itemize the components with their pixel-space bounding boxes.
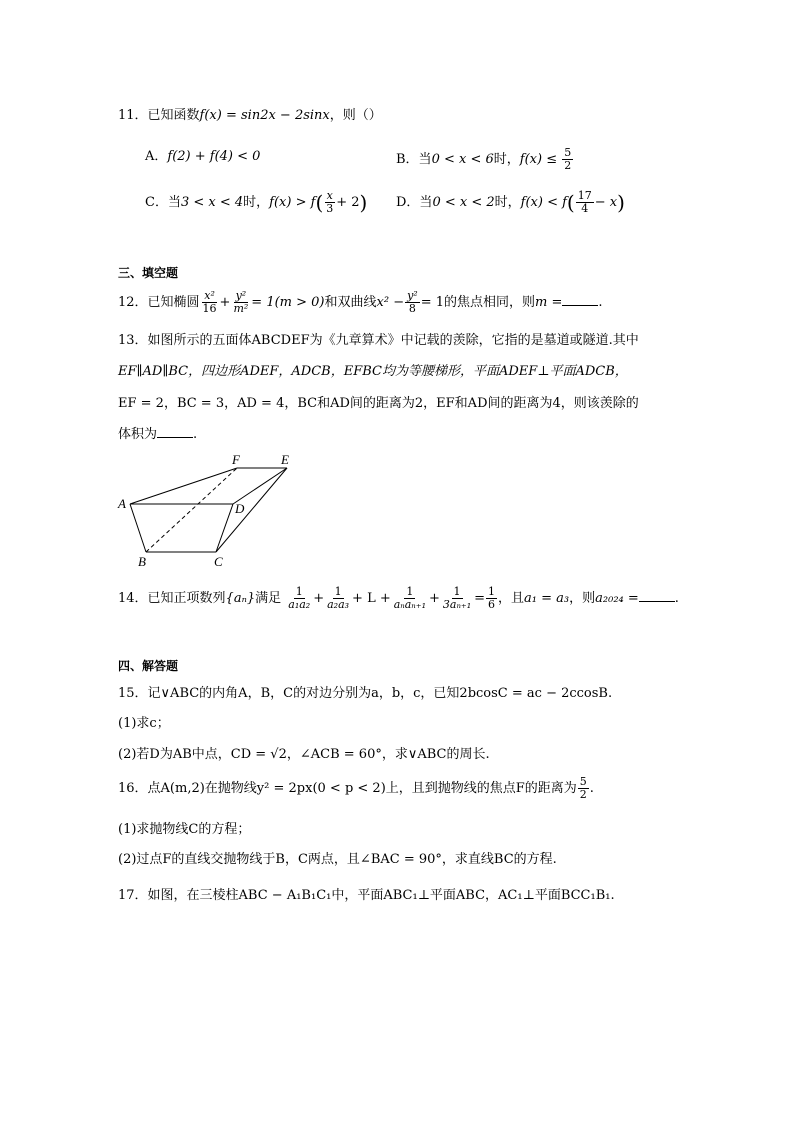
edge-ab (130, 504, 146, 552)
q13-line-3: EF = 2，BC = 3，AD = 4，BC和AD间的距离为2，EF和AD间的距离为4，则该羡除的 (118, 396, 639, 411)
q14: 14．已知正项数列{aₙ}满足 $\frac{1}{\text{a₁a₂}}$ + $\frac{1}{\text{a₂a₃}}$ + L + $\frac{1}{\text{aₙaₙ₊₁}}$ + $\frac{1}{\text{3aₙ₊₁}}$ = $\frac{1}{6}$ ，且a₁ = a₃，则a₂₀₂₄ = . (118, 585, 679, 611)
vertex-label-d: D (235, 501, 245, 516)
q12: 12．已知椭圆 $\frac{\text{x²}}{16}$ + $\frac{\text{y²}}{\text{m²}}$ = 1(m > 0)和双曲线x² − $\frac{\text{y²}}{8}$ = 1的焦点相同，则m = . (118, 289, 603, 315)
q11-option-c: C．当3 < x < 4时，f(x) > f( $\frac{x}{3}$ + 2) (145, 189, 368, 215)
vertex-label-c: C (214, 554, 223, 569)
vertex-label-e: E (281, 452, 289, 467)
q16-part-1: (1)求抛物线C的方程； (118, 822, 251, 837)
q16-stem: 16．点A(m,2)在抛物线y² = 2px(0 < p < 2)上，且到抛物线的焦点F的距离为 $\frac{5}{2}$ . (118, 775, 594, 801)
vertex-label-a: A (118, 496, 126, 511)
q15-stem: 15．记∨ABC的内角A，B，C的对边分别为a，b，c，已知2bcosC = ac − 2ccosB. (118, 686, 613, 701)
edge-af (130, 468, 237, 504)
q13-line-4: 体积为 . (118, 427, 198, 442)
q17-stem: 17．如图，在三棱柱ABC − A₁B₁C₁中，平面ABC₁⊥平面ABC，AC₁⊥平面BCC₁B₁. (118, 888, 615, 903)
q11-option-b: B．当0 < x < 6时，f(x) ≤ $\frac{5}{2}$ (396, 146, 572, 172)
pentahedron-figure (115, 452, 305, 572)
q11-option-a: A．f(2) + f(4) < 0 (145, 149, 261, 164)
q16-part-2: (2)过点F的直线交抛物线于B，C两点，且∠BAC = 90°，求直线BC的方程. (118, 852, 557, 867)
answer-blank (157, 436, 193, 438)
q13-line-1: 13．如图所示的五面体ABCDEF为《九章算术》中记载的羡除，它指的是墓道或隧道.其中 (118, 333, 639, 348)
section-heading-solve: 四、解答题 (118, 659, 179, 673)
q15-part-2: (2)若D为AB中点，CD = √2，∠ACB = 60°，求∨ABC的周长. (118, 747, 490, 762)
q15-part-1: (1)求c； (118, 716, 170, 731)
q11-option-d: D．当0 < x < 2时，f(x) < f( $\frac{17}{4}$ − x) (396, 189, 625, 215)
answer-blank (639, 600, 675, 602)
section-heading-fill-blank: 三、填空题 (118, 266, 179, 280)
vertex-label-f: F (232, 452, 240, 467)
edge-de (233, 468, 287, 504)
edge-cd (216, 504, 233, 552)
vertex-label-b: B (138, 554, 146, 569)
edge-ce (216, 468, 287, 552)
q11-stem: 11．已知函数f(x) = sin2x − 2sinx，则（） (118, 108, 382, 123)
q13-line-2: EF∥AD∥BC，四边形ADEF，ADCB，EFBC均为等腰梯形，平面ADEF⊥平面ADCB， (118, 364, 628, 379)
answer-blank (562, 304, 598, 306)
edge-bf-hidden (146, 468, 237, 552)
